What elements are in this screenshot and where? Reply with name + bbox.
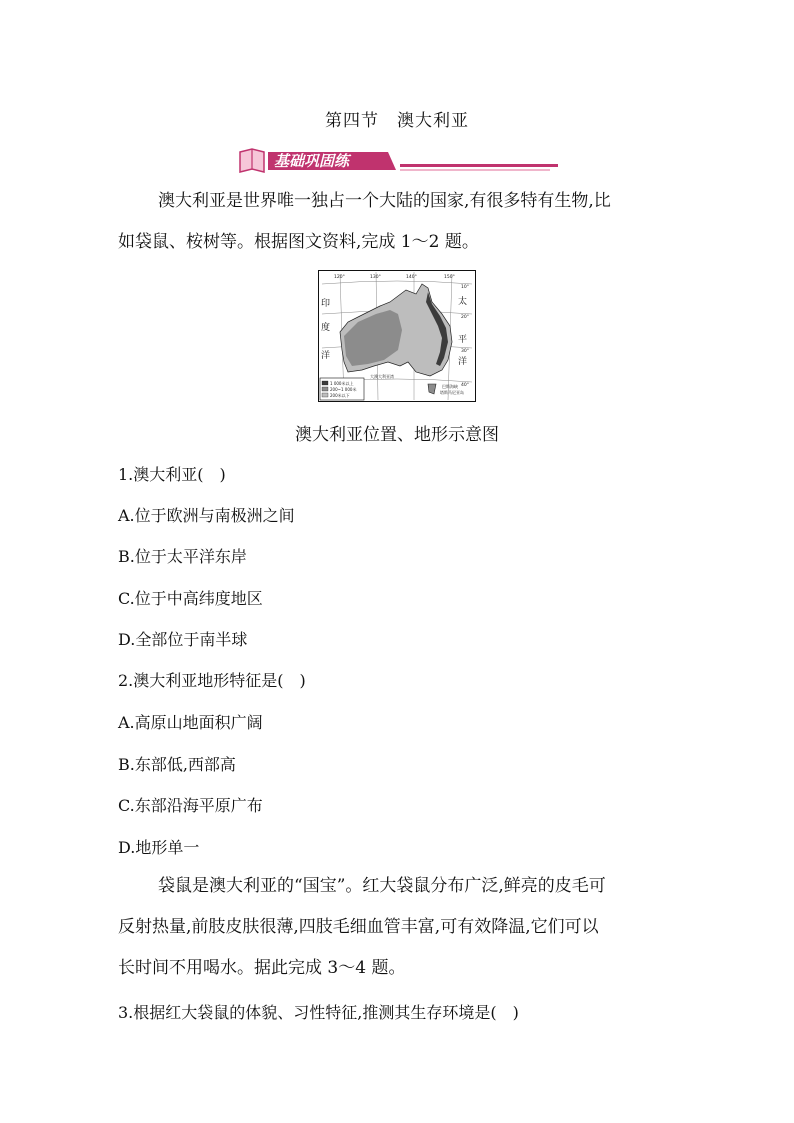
lat-label: 30° (461, 349, 469, 354)
banner-rule (400, 164, 558, 167)
question-1-option-a: A.位于欧洲与南极洲之间 (118, 506, 295, 525)
question-2-option-b: B.东部低,西部高 (118, 755, 236, 774)
ocean-label-pacific: 太 (458, 297, 468, 307)
question-1-option-c: C.位于中高纬度地区 (118, 589, 263, 608)
australia-map (318, 270, 476, 402)
intro-line-2: 如袋鼠、桉树等。根据图文资料,完成 1～2 题。 (118, 232, 479, 252)
ocean-label-indian: 洋 (321, 351, 331, 361)
legend-high: 1 000米以上 (330, 381, 354, 386)
banner-label: 基础巩固练 (274, 153, 350, 170)
book-icon (240, 149, 264, 172)
passage-2-line-3: 长时间不用喝水。据此完成 3～4 题。 (118, 958, 406, 978)
intro-line-1: 澳大利亚是世界唯一独占一个大陆的国家,有很多特有生物,比 (158, 191, 611, 211)
passage-2-line-1: 袋鼠是澳大利亚的“国宝”。红大袋鼠分布广泛,鲜亮的皮毛可 (158, 876, 606, 896)
ocean-label-pacific: 平 (458, 335, 468, 345)
passage-2-line-2: 反射热量,前肢皮肤很薄,四肢毛细血管丰富,可有效降温,它们可以 (118, 917, 599, 937)
strait-label: 巴斯海峡 (442, 384, 458, 389)
question-3-stem: 3.根据红大袋鼠的体貌、习性特征,推测其生存环境是( ) (118, 1003, 519, 1022)
question-1-stem: 1.澳大利亚( ) (118, 465, 226, 484)
section-banner (238, 146, 558, 176)
lat-label: 10° (461, 285, 469, 290)
ocean-label-indian: 度 (321, 323, 331, 333)
lon-label: 150° (444, 275, 455, 280)
ocean-label-indian: 印 (321, 299, 331, 309)
lon-label: 130° (370, 275, 381, 280)
question-2-option-d: D.地形单一 (118, 838, 200, 857)
question-2-option-a: A.高原山地面积广阔 (118, 713, 263, 732)
ocean-label-pacific: 洋 (458, 357, 468, 367)
page-title: 第四节 澳大利亚 (325, 111, 469, 131)
legend-low: 200米以下 (330, 393, 350, 398)
question-1-option-d: D.全部位于南半球 (118, 630, 248, 649)
banner-rule-shadow (400, 169, 550, 171)
bay-label: 大澳大利亚湾 (370, 374, 394, 379)
lat-label: 20° (461, 315, 469, 320)
island-label: 塔斯马尼亚岛 (440, 390, 464, 395)
question-2-stem: 2.澳大利亚地形特征是( ) (118, 671, 306, 690)
lon-label: 140° (406, 275, 417, 280)
lat-label: 40° (461, 383, 469, 388)
lon-label: 120° (334, 275, 345, 280)
question-1-option-b: B.位于太平洋东岸 (118, 547, 247, 566)
question-2-option-c: C.东部沿海平原广布 (118, 796, 263, 815)
map-legend (320, 378, 364, 400)
legend-mid: 200~1 000米 (330, 387, 357, 392)
map-caption: 澳大利亚位置、地形示意图 (295, 425, 499, 445)
